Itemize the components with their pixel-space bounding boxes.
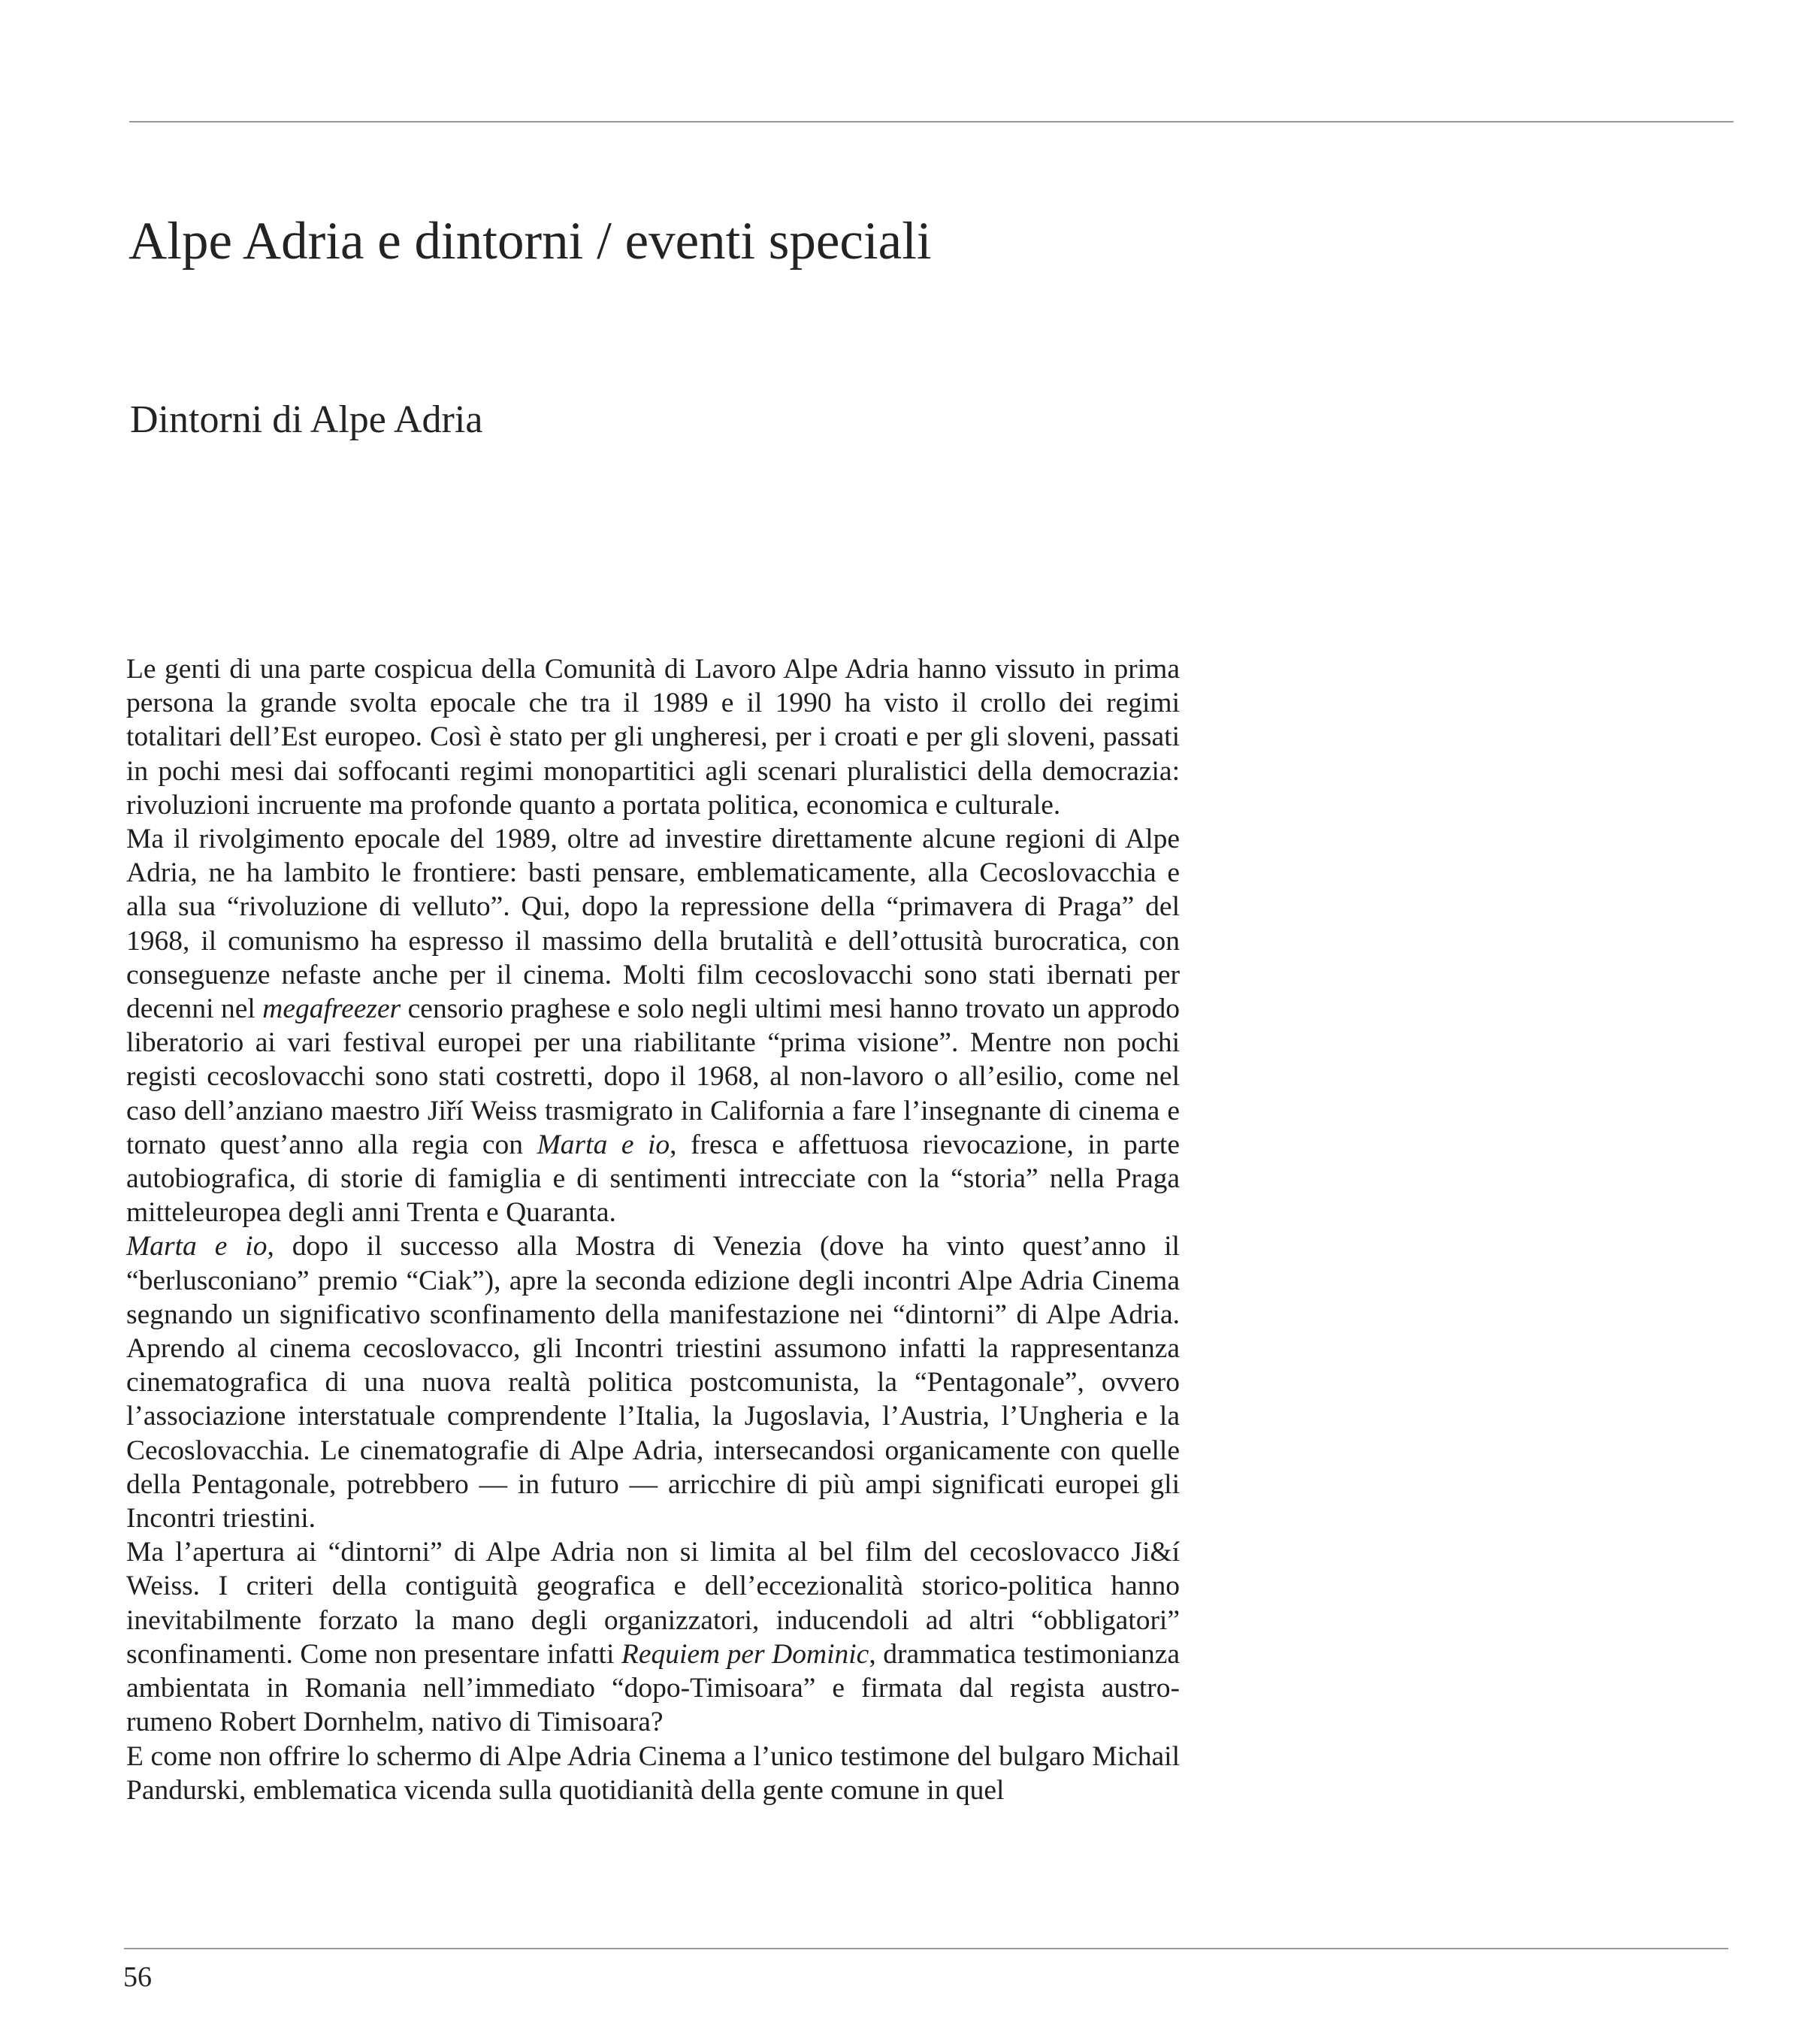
paragraph-text: , dopo il successo alla Mostra di Venezia (dove ha vinto quest’anno il “berlusconiano” premio “Ciak”), apre la seconda edizione degli incontri Alpe Adria Cinema segnando un significativo sconfinamento della manifestazione nei “dintorni” di Alpe Adria. Aprendo al cinema cecoslovacco, gli Incontri triestini assumono infatti la rappresentanza cinematografica di una nuova realtà politica postcomunista, la “Pentagonale”, ovvero l’associazione interstatuale comprendente l’Italia, la Jugoslavia, l’Austria, l’Ungheria e la Cecoslovacchia. Le cinematografie di Alpe Adria, intersecandosi organicamente con quelle della Pentagonale, potrebbero — in futuro — arricchire di più ampi significati europei gli Incontri triestini. (126, 1231, 1180, 1535)
paragraph-text: Ma l’apertura ai “dintorni” di Alpe Adria non si limita al bel film del cecoslovacco Ji&í Weiss. I criteri della contiguità geografica e dell’eccezionalità storico-politica hanno inevitabilmente forzato la mano degli organizzatori, inducendoli ad altri “obbligatori” sconfinamenti. Come non presentare infatti (126, 1537, 1180, 1670)
paragraph-text: Le genti di una parte cospicua della Comunità di Lavoro Alpe Adria hanno vissuto in prima persona la grande svolta epocale che tra il 1989 e il 1990 ha visto il crollo dei regimi totalitari dell’Est europeo. Così è stato per gli ungheresi, per i croati e per gli sloveni, passati in pochi mesi dai soffocanti regimi monopartitici agli scenari pluralistici della democrazia: rivoluzioni incruente ma profonde quanto a portata politica, economica e culturale. (126, 654, 1180, 821)
paragraph-text: , drammatica testimonianza ambientata in Romania nell’immediato “dopo-Timisoara” e firmata dal regista austro-rumeno Robert Dornhelm, nativo di Timisoara? (126, 1638, 1181, 1738)
paragraph-text: , fresca e affettuosa rievocazione, in parte autobiografica, di storie di famiglia e di sentimenti intrecciate con la “storia” nella Praga mitteleuropea degli anni Trenta e Quaranta. (126, 1129, 1180, 1229)
film-title: Marta e io (537, 1129, 670, 1160)
paragraph-text: censorio praghese e solo negli ultimi mesi hanno trovato un approdo liberatorio ai vari festival europei per una riabilitante “prima visione”. Mentre non pochi registi cecoslovacchi sono stati costretti, dopo il 1968, al non-lavoro o all’esilio, come nel caso dell’anziano maestro Jiří Weiss trasmigrato in California a fare l’insegnante di cinema e tornato quest’anno alla regia con (126, 993, 1180, 1160)
subsection-title: Dintorni di Alpe Adria (130, 398, 483, 441)
paragraph-text: Ma il rivolgimento epocale del 1989, oltre ad investire direttamente alcune regioni di Alpe Adria, ne ha lambito le frontiere: basti pensare, emblematicamente, alla Cecoslovacchia e alla sua “rivoluzione di velluto”. Qui, dopo la repressione della “primavera di Praga” del 1968, il comunismo ha espresso il massimo della brutalità e dell’ottusità burocratica, con conseguenze nefaste anche per il cinema. Molti film cecoslovacchi sono stati ibernati per decenni nel (126, 824, 1180, 1025)
bottom-rule (124, 1948, 1728, 1949)
paragraph-text: E come non offrire lo schermo di Alpe Adria Cinema a l’unico testimone del bulgaro Michail Pandurski, emblematica vicenda sulla quotidianità della gente comune in quel (126, 1740, 1180, 1806)
film-title: Requiem per Dominic (621, 1638, 869, 1670)
paragraph (126, 1740, 1180, 1807)
paragraph (126, 652, 1180, 822)
top-rule (129, 121, 1734, 122)
paragraph (126, 1535, 1180, 1739)
paragraph (126, 1229, 1180, 1535)
italic-term: megafreezer (262, 993, 401, 1025)
paragraph (126, 822, 1180, 1229)
article-body (126, 652, 1180, 1807)
section-title: Alpe Adria e dintorni / eventi speciali (128, 212, 932, 271)
film-title: Marta e io (126, 1231, 268, 1262)
page-number: 56 (123, 1961, 152, 1993)
